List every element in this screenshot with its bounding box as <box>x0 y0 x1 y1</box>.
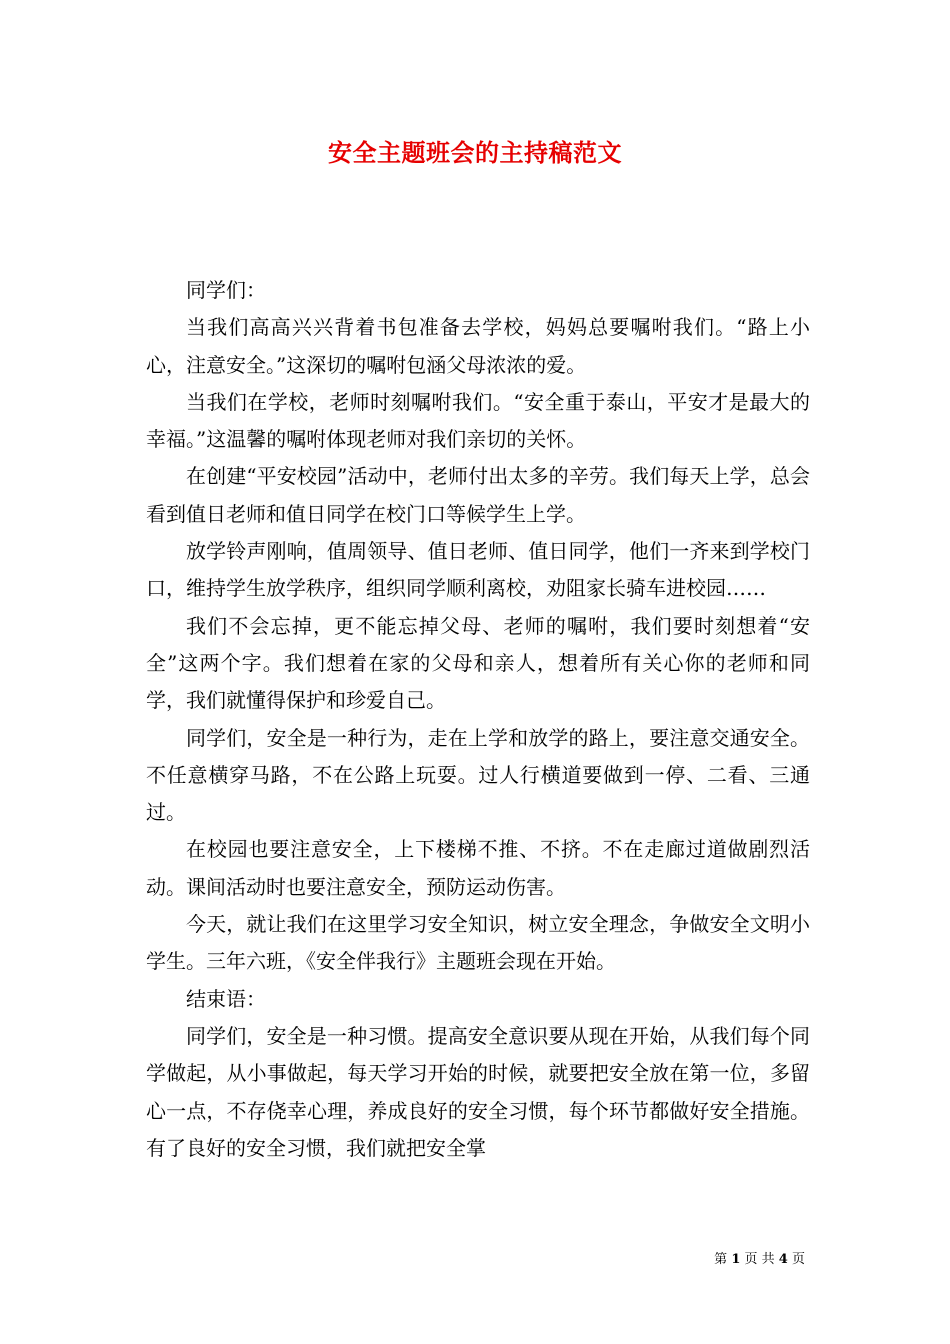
paragraph: 同学们： <box>186 278 266 302</box>
document-body <box>146 272 810 1167</box>
paragraph: 在创建“平安校园”活动中，老师付出太多的辛劳。我们每天上学，总会看到值日老师和值日同学在校门口等候学生上学。 <box>146 464 810 526</box>
paragraph: 当我们高高兴兴背着书包准备去学校，妈妈总要嘱咐我们。“路上小心，注意安全。”这深切的嘱咐包涵父母浓浓的爱。 <box>146 315 810 377</box>
footer-middle: 页 共 <box>744 1252 775 1267</box>
paragraph: 我们不会忘掉，更不能忘掉父母、老师的嘱咐，我们要时刻想着“安全”这两个字。我们想着在家的父母和亲人，想着所有关心你的老师和同学，我们就懂得保护和珍爱自己。 <box>146 613 810 713</box>
paragraph: 同学们，安全是一种习惯。提高安全意识要从现在开始，从我们每个同学做起，从小事做起，每天学习开始的时候，就要把安全放在第一位，多留心一点，不存侥幸心理，养成良好的安全习惯，每个环节都做好安全措施。有了良好的安全习惯，我们就把安全掌 <box>146 1023 810 1160</box>
total-page-count: 4 <box>778 1252 788 1267</box>
page-number-footer <box>714 1248 805 1267</box>
document-title: 安全主题班会的主持稿范文 <box>328 138 622 167</box>
paragraph: 结束语： <box>186 986 266 1011</box>
paragraph: 在校园也要注意安全，上下楼梯不推、不挤。不在走廊过道做剧烈活动。课间活动时也要注意安全，预防运动伤害。 <box>146 837 810 899</box>
footer-prefix: 第 <box>714 1252 728 1267</box>
paragraph: 同学们，安全是一种行为，走在上学和放学的路上，要注意交通安全。不任意横穿马路，不在公路上玩耍。过人行横道要做到一停、二看、三通过。 <box>146 725 810 825</box>
paragraph: 今天，就让我们在这里学习安全知识，树立安全理念，争做安全文明小学生。三年六班，《安全伴我行》主题班会现在开始。 <box>146 912 810 974</box>
footer-suffix: 页 <box>791 1252 805 1267</box>
current-page-number: 1 <box>731 1252 741 1267</box>
paragraph: 当我们在学校，老师时刻嘱咐我们。“安全重于泰山，平安才是最大的幸福。”这温馨的嘱咐体现老师对我们亲切的关怀。 <box>146 389 810 452</box>
paragraph: 放学铃声刚响，值周领导、值日老师、值日同学，他们一齐来到学校门口，维持学生放学秩序，组织同学顺利离校，劝阻家长骑车进校园…… <box>146 539 810 601</box>
